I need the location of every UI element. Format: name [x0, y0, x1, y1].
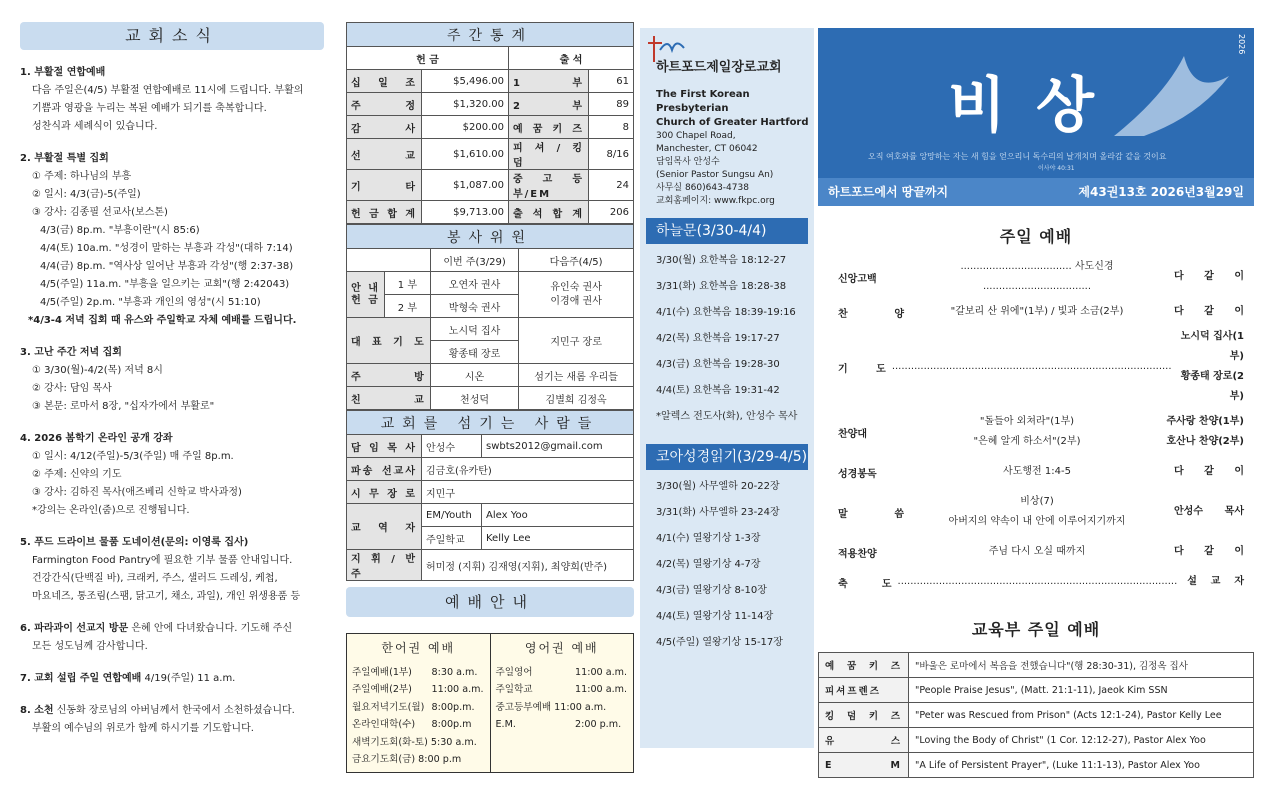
- bible-reading-item: 4/5(주일) 열왕기상 15-17장: [656, 637, 783, 648]
- news-heading: [20, 150, 324, 168]
- church-address: [640, 130, 814, 208]
- news-column: [0, 0, 340, 777]
- bible-reading-title: 코아성경읽기(3/29-4/5): [646, 444, 808, 470]
- offering-label: 주 정: [347, 93, 422, 116]
- edu-label: 예 꿈 키 즈: [819, 653, 909, 678]
- address-line: 교회홈페이지: www.fkpc.org: [656, 196, 775, 206]
- english-worship-row: [496, 716, 629, 734]
- banner: [818, 28, 1254, 178]
- weekly-stats-table: [346, 22, 634, 224]
- offering-amount: $1,320.00: [422, 93, 509, 116]
- offering-label: 선 교: [347, 139, 422, 170]
- news-heading: [20, 430, 324, 448]
- news-line: 건강간식(단백질 바), 크래커, 주스, 샐러드 드레싱, 케첩,: [32, 573, 278, 584]
- kitchen-this: 시온: [430, 364, 518, 387]
- bible-reading-item: 3/30(월) 사무엘하 20-22장: [656, 481, 780, 492]
- bible-reading-item: 4/4(토) 열왕기상 11-14장: [656, 611, 774, 622]
- edu-row: [819, 703, 1254, 728]
- banner-verse: 오직 여호와를 앙망하는 자는 새 힘을 얻으리니 독수리의 날개치며 올라감 같을 것이요: [868, 152, 1167, 161]
- news-line: ③ 강사: 김하진 목사(애즈베리 신학교 박사과정): [32, 487, 242, 498]
- weekly-title: 주간통계: [347, 23, 634, 47]
- news-line: Farmington Food Pantry에 필요한 기부 물품 안내입니다.: [32, 555, 293, 566]
- fellowship-this: 천성덕: [430, 387, 518, 410]
- staff-value: 지민구: [422, 481, 634, 504]
- guide-title: 예배안내: [346, 587, 634, 617]
- offering-amount: $200.00: [422, 116, 509, 139]
- staff-title: 교회를 섬기는 사람들: [347, 411, 634, 435]
- offering-label: 기 타: [347, 170, 422, 201]
- order-leader: 다 같 이: [1174, 306, 1244, 317]
- attendance-label: 출 석 합 계: [509, 201, 589, 224]
- usher-1: 오연자 권사: [430, 272, 518, 295]
- staff-label: 담 임 목 사: [347, 435, 422, 458]
- news-line: ② 일시: 4/3(금)-5(주일): [32, 189, 141, 200]
- order-content: ................................... 사도신경 ..................................: [960, 261, 1114, 292]
- weekly-row: [347, 170, 634, 201]
- address-line: 300 Chapel Road,: [656, 131, 736, 141]
- news-heading: [20, 534, 324, 552]
- worship-time: 11:00 a.m.: [575, 684, 628, 695]
- news-line: ② 주제: 신약의 기도: [32, 469, 122, 480]
- sunday-order: [818, 257, 1254, 597]
- edu-row: [819, 653, 1254, 678]
- offering-amount: $5,496.00: [422, 70, 509, 93]
- service-title: 봉사위원: [347, 225, 634, 249]
- order-label: 기 도: [838, 363, 886, 375]
- news-subline: 4/5(주일) 11a.m. "부흥을 일으키는 교회"(행 2:42043): [40, 279, 290, 290]
- staff-sub: 주일학교: [422, 527, 482, 550]
- edu-value: "Peter was Rescued from Prison" (Acts 12:1-24), Pastor Kelly Lee: [909, 703, 1254, 728]
- edu-value: "Loving the Body of Christ" (1 Cor. 12:12-27), Pastor Alex Yoo: [909, 728, 1254, 753]
- usher-2: 박형숙 권사: [430, 295, 518, 318]
- order-content: "돌들아 외쳐라"(1부) "은혜 알게 하소서"(2부): [973, 416, 1081, 447]
- attendance-count: 24: [589, 170, 634, 201]
- bible-reading-list: [640, 470, 814, 656]
- edu-value: "바울은 로마에서 복음을 전했습니다"(행 28:30-31), 김정옥 집사: [909, 653, 1254, 678]
- offering-amount: $9,713.00: [422, 201, 509, 224]
- offering-header: 헌 금: [347, 47, 509, 70]
- church-info-column: [640, 28, 814, 748]
- attendance-count: 206: [589, 201, 634, 224]
- korean-worship-title: 한어권 예배: [381, 641, 456, 655]
- service-table: [346, 224, 634, 410]
- order-leader: 다 같 이: [1174, 271, 1244, 282]
- korean-worship-row: [352, 716, 485, 734]
- worship-guide: [346, 633, 634, 773]
- order-content: 주님 다시 오실 때까지: [988, 546, 1086, 557]
- news-heading-text: 1. 부활절 연합예배: [20, 67, 106, 78]
- worship-time: 11:00 a.m.: [431, 684, 484, 695]
- news-subline: 4/3(금) 8p.m. "부흥이란"(시 85:6): [40, 225, 200, 236]
- order-content: 사도행전 1:4-5: [1003, 466, 1071, 477]
- news-line: 모든 성도님께 감사합니다.: [32, 641, 148, 652]
- main-column: [818, 28, 1254, 805]
- attendance-label: 중 고 등 부/EM: [509, 170, 589, 201]
- bible-reading-item: 4/2(목) 열왕기상 4-7장: [656, 559, 761, 570]
- news-heading-text: 7. 교회 설립 주일 연합예배: [20, 673, 142, 684]
- news-line: ② 강사: 담임 목사: [32, 383, 112, 394]
- attendance-label: 피 셔 / 킹 덤: [509, 139, 589, 170]
- fellowship-next: 김별희 김정옥: [519, 387, 634, 410]
- prayer-label: 대 표 기 도: [347, 318, 431, 364]
- issue-info: 제43권13호 2026년3월29일: [1078, 185, 1244, 199]
- news-heading-text: 3. 고난 주간 저녁 집회: [20, 347, 122, 358]
- staff-value: 허미정 (지휘) 김재영(지휘), 최양희(반주): [422, 550, 634, 581]
- order-leader: 안성수 목사: [1174, 506, 1244, 517]
- order-label: 성경봉독: [838, 468, 877, 480]
- order-row: [818, 567, 1254, 597]
- address-line: (Senior Pastor Sungsu An): [656, 170, 774, 180]
- attendance-count: 61: [589, 70, 634, 93]
- news-line: *강의는 온라인(줌)으로 진행됩니다.: [32, 505, 190, 516]
- english-worship-row: [496, 664, 629, 682]
- weekly-row: [347, 93, 634, 116]
- order-label: 찬 양: [838, 308, 904, 320]
- news-heading-text: 2. 부활절 특별 집회: [20, 153, 109, 164]
- order-label: 적용찬양: [838, 548, 877, 560]
- news-heading-text: 8. 소천: [20, 705, 54, 716]
- attendance-header: 출 석: [509, 47, 634, 70]
- staff-sub: EM/Youth: [422, 504, 482, 527]
- worship-time: 8:00p.m: [431, 719, 472, 730]
- edu-label: E M: [819, 753, 909, 778]
- order-row: [818, 487, 1254, 537]
- attendance-label: 예 꿈 키 즈: [509, 116, 589, 139]
- english-worship-row: [496, 699, 629, 717]
- order-content: 비상(7) 아버지의 약속이 내 안에 이루어지기까지: [948, 496, 1126, 527]
- kitchen-next: 섬기는 새롬 우리들: [519, 364, 634, 387]
- order-content: ........................................................................................: [891, 361, 1172, 372]
- weekly-row: [347, 116, 634, 139]
- worship-time: 8:00p.m.: [431, 701, 475, 713]
- bulletin-title: 비상: [948, 71, 1124, 141]
- attendance-count: 8/16: [589, 139, 634, 170]
- staff-value: 안성수: [422, 435, 482, 458]
- staff-label: 파송 선교사: [347, 458, 422, 481]
- church-name: 하트포드제일장로교회: [656, 60, 782, 75]
- order-row: [818, 457, 1254, 487]
- worship-name: 주일학교: [495, 684, 533, 695]
- next-week-header: 다음주(4/5): [519, 249, 634, 272]
- news-heading: [20, 670, 324, 688]
- edu-label: 킹 덤 키 즈: [819, 703, 909, 728]
- order-row: [818, 537, 1254, 567]
- worship-name: 월요저녁기도(월): [352, 701, 425, 713]
- news-subline: 4/4(금) 8p.m. "역사상 일어난 부흥과 각성"(행 2:37-38): [40, 261, 294, 272]
- usher-row1: 1 부: [385, 272, 431, 295]
- english-worship: [491, 634, 634, 772]
- prayer-1: 노시덕 집사: [430, 318, 518, 341]
- order-label: 축 도: [838, 578, 892, 590]
- offering-amount: $1,087.00: [422, 170, 509, 201]
- news-heading-rest: 4/19(주일) 11 a.m.: [141, 673, 236, 684]
- news-line: ① 일시: 4/12(주일)-5/3(주일) 매 주일 8p.m.: [32, 451, 234, 462]
- worship-name: 온라인대학(수): [352, 719, 416, 730]
- news-line: ① 주제: 하나님의 부흥: [32, 171, 132, 182]
- news-line: ③ 본문: 로마서 8장, "십자가에서 부활로": [32, 401, 215, 412]
- news-heading: [20, 64, 324, 82]
- news-heading: [20, 620, 324, 638]
- edu-value: "People Praise Jesus", (Matt. 21:1-11), Jaeok Kim SSN: [909, 678, 1254, 703]
- news-heading: [20, 344, 324, 362]
- order-leader: 설 교 자: [1187, 576, 1244, 587]
- news-note: *4/3-4 저녁 집회 때 유스와 주일학교 자체 예배를 드립니다.: [28, 315, 297, 326]
- edu-title: 교육부 주일 예배: [971, 620, 1101, 639]
- korean-worship-row: [352, 664, 485, 682]
- korean-worship-row: [352, 751, 485, 769]
- order-label: 말 씀: [838, 508, 904, 520]
- worship-name: 주일예배(1부): [352, 666, 412, 678]
- offering-amount: $1,610.00: [422, 139, 509, 170]
- prayer-2: 황종태 장로: [430, 341, 518, 364]
- news-heading: [20, 702, 324, 720]
- worship-name: 새벽기도회(화-토) 5:30 a.m.: [352, 736, 477, 748]
- daily-reading-item: 4/3(금) 요한복음 19:28-30: [656, 359, 780, 370]
- news-line: 기쁨과 영광을 누리는 복된 예배가 되기를 축복합니다.: [32, 103, 267, 114]
- news-line: ③ 강사: 김종필 선교사(보스톤): [32, 207, 168, 218]
- weekly-row: [347, 70, 634, 93]
- news-list: [20, 64, 324, 738]
- korean-worship-row: [352, 734, 485, 752]
- worship-name: 중고등부예배 11:00 a.m.: [495, 701, 607, 713]
- church-name-en: The First Korean Presbyterian Church of Greater Hartford: [656, 89, 809, 128]
- banner-year: 2026: [1237, 34, 1246, 55]
- address-line: 사무실 860)643-4738: [656, 183, 749, 193]
- korean-worship-row: [352, 699, 485, 717]
- news-subline: 4/4(토) 10a.m. "성경이 말하는 부흥과 각성"(대하 7:14): [40, 243, 293, 254]
- edu-value: "A Life of Persistent Prayer", (Luke 11:1-13), Pastor Alex Yoo: [909, 753, 1254, 778]
- stats-column: [346, 0, 634, 777]
- staff-label: 교 역 자: [347, 504, 422, 550]
- staff-label: 시 무 장 로: [347, 481, 422, 504]
- news-line: 부활의 예수님의 위로가 함께 하시기를 기도합니다.: [32, 723, 254, 734]
- prayer-next: 지민구 장로: [519, 318, 634, 364]
- issue-band: [818, 178, 1254, 206]
- edu-row: [819, 753, 1254, 778]
- staff-table: [346, 410, 634, 581]
- sunday-title: 주일 예배: [999, 227, 1073, 246]
- news-subline: 4/5(주일) 2p.m. "부흥과 개인의 영성"(시 51:10): [40, 297, 261, 308]
- staff-label: 지 휘 / 반 주: [347, 550, 422, 581]
- staff-value: Kelly Lee: [482, 527, 634, 550]
- bible-reading-item: 3/31(화) 사무엘하 23-24장: [656, 507, 780, 518]
- banner-verse-ref: 이사야 40:31: [1038, 165, 1075, 172]
- english-worship-title: 영어권 예배: [524, 641, 599, 655]
- bible-reading-item: 4/1(수) 열왕기상 1-3장: [656, 533, 761, 544]
- edu-table: [818, 652, 1254, 778]
- order-label: 찬양대: [838, 428, 867, 440]
- order-content: "갈보리 산 위에"(1부) / 빛과 소금(2부): [950, 306, 1124, 317]
- weekly-row: [347, 139, 634, 170]
- offering-label: 감 사: [347, 116, 422, 139]
- staff-value: 김금호(유카탄): [422, 458, 634, 481]
- worship-time: 2:00 p.m.: [575, 719, 622, 730]
- daily-reading-item: 4/1(수) 요한복음 18:39-19:16: [656, 307, 796, 318]
- slogan: 하트포드에서 땅끝까지: [828, 185, 949, 199]
- attendance-count: 89: [589, 93, 634, 116]
- english-worship-row: [496, 681, 629, 699]
- edu-row: [819, 728, 1254, 753]
- address-line: Manchester, CT 06042: [656, 144, 758, 154]
- this-week-header: 이번 주(3/29): [430, 249, 518, 272]
- order-label: 신앙고백: [838, 273, 877, 285]
- staff-value: Alex Yoo: [482, 504, 634, 527]
- order-row: [818, 327, 1254, 407]
- fellowship-label: 친 교: [347, 387, 431, 410]
- news-heading-text: 6. 파라과이 선교지 방문: [20, 623, 129, 634]
- daily-reading-item: 3/31(화) 요한복음 18:28-38: [656, 281, 787, 292]
- daily-reading-item: 4/2(목) 요한복음 19:17-27: [656, 333, 780, 344]
- kitchen-label: 주 방: [347, 364, 431, 387]
- usher-next: 유인숙 권사 이경애 권사: [519, 272, 634, 318]
- attendance-label: 1 부: [509, 70, 589, 93]
- news-heading-rest: 은혜 안에 다녀왔습니다. 기도해 주신: [128, 623, 293, 634]
- offering-label: 십 일 조: [347, 70, 422, 93]
- worship-time: 8:30 a.m.: [431, 666, 478, 678]
- order-leader: 다 같 이: [1174, 466, 1244, 477]
- news-line: ① 3/30(월)-4/2(목) 저녁 8시: [32, 365, 163, 376]
- edu-row: [819, 678, 1254, 703]
- news-heading-rest: 신동화 장로님의 아버님께서 한국에서 소천하셨습니다.: [53, 705, 295, 716]
- order-row: [818, 407, 1254, 457]
- daily-reading-item: *알렉스 전도사(화), 안성수 목사: [656, 411, 798, 422]
- attendance-count: 8: [589, 116, 634, 139]
- worship-name: E.M.: [495, 719, 516, 730]
- usher-label: 안 내 헌 금: [347, 272, 385, 318]
- worship-time: 11:00 a.m.: [575, 666, 628, 678]
- daily-reading-item: 4/4(토) 요한복음 19:31-42: [656, 385, 780, 396]
- order-row: [818, 257, 1254, 297]
- worship-name: 주일영어: [495, 666, 533, 678]
- offering-label: 헌 금 합 계: [347, 201, 422, 224]
- edu-label: 유 스: [819, 728, 909, 753]
- usher-row2: 2 부: [385, 295, 431, 318]
- weekly-row: [347, 201, 634, 224]
- order-leader: 노시덕 집사(1부) 황종태 장로(2부): [1180, 331, 1244, 402]
- order-leader: 주사랑 찬양(1부) 호산나 찬양(2부): [1166, 416, 1244, 447]
- news-line: 다음 주일은(4/5) 부활절 연합예배로 11시에 드립니다. 부활의: [32, 85, 304, 96]
- news-line: 마요네즈, 통조림(스팸, 닭고기, 채소, 과일), 개인 위생용품 등: [32, 591, 301, 602]
- edu-label: 피셔프렌즈: [819, 678, 909, 703]
- daily-reading-title: 하늘문(3/30-4/4): [646, 218, 808, 244]
- pastor-email: swbts2012@gmail.com: [482, 435, 634, 458]
- daily-reading-list: [640, 244, 814, 430]
- worship-name: 금요기도회(금) 8:00 p.m: [352, 754, 462, 765]
- korean-worship-row: [352, 681, 485, 699]
- bible-reading-item: 4/3(금) 열왕기상 8-10장: [656, 585, 767, 596]
- news-heading-text: 5. 푸드 드라이브 물품 도네이션(문의: 이영룩 집사): [20, 537, 249, 548]
- news-title: 교회소식: [20, 22, 324, 50]
- order-row: [818, 297, 1254, 327]
- order-leader: 다 같 이: [1174, 546, 1244, 557]
- worship-name: 주일예배(2부): [352, 684, 412, 695]
- attendance-label: 2 부: [509, 93, 589, 116]
- address-line: 담임목사 안성수: [656, 157, 720, 167]
- daily-reading-item: 3/30(월) 요한복음 18:12-27: [656, 255, 787, 266]
- order-content: ........................................................................................: [897, 576, 1178, 587]
- news-heading-text: 4. 2026 봄학기 온라인 공개 강좌: [20, 433, 173, 444]
- korean-worship: [347, 634, 491, 772]
- news-line: 성찬식과 세례식이 있습니다.: [32, 121, 158, 132]
